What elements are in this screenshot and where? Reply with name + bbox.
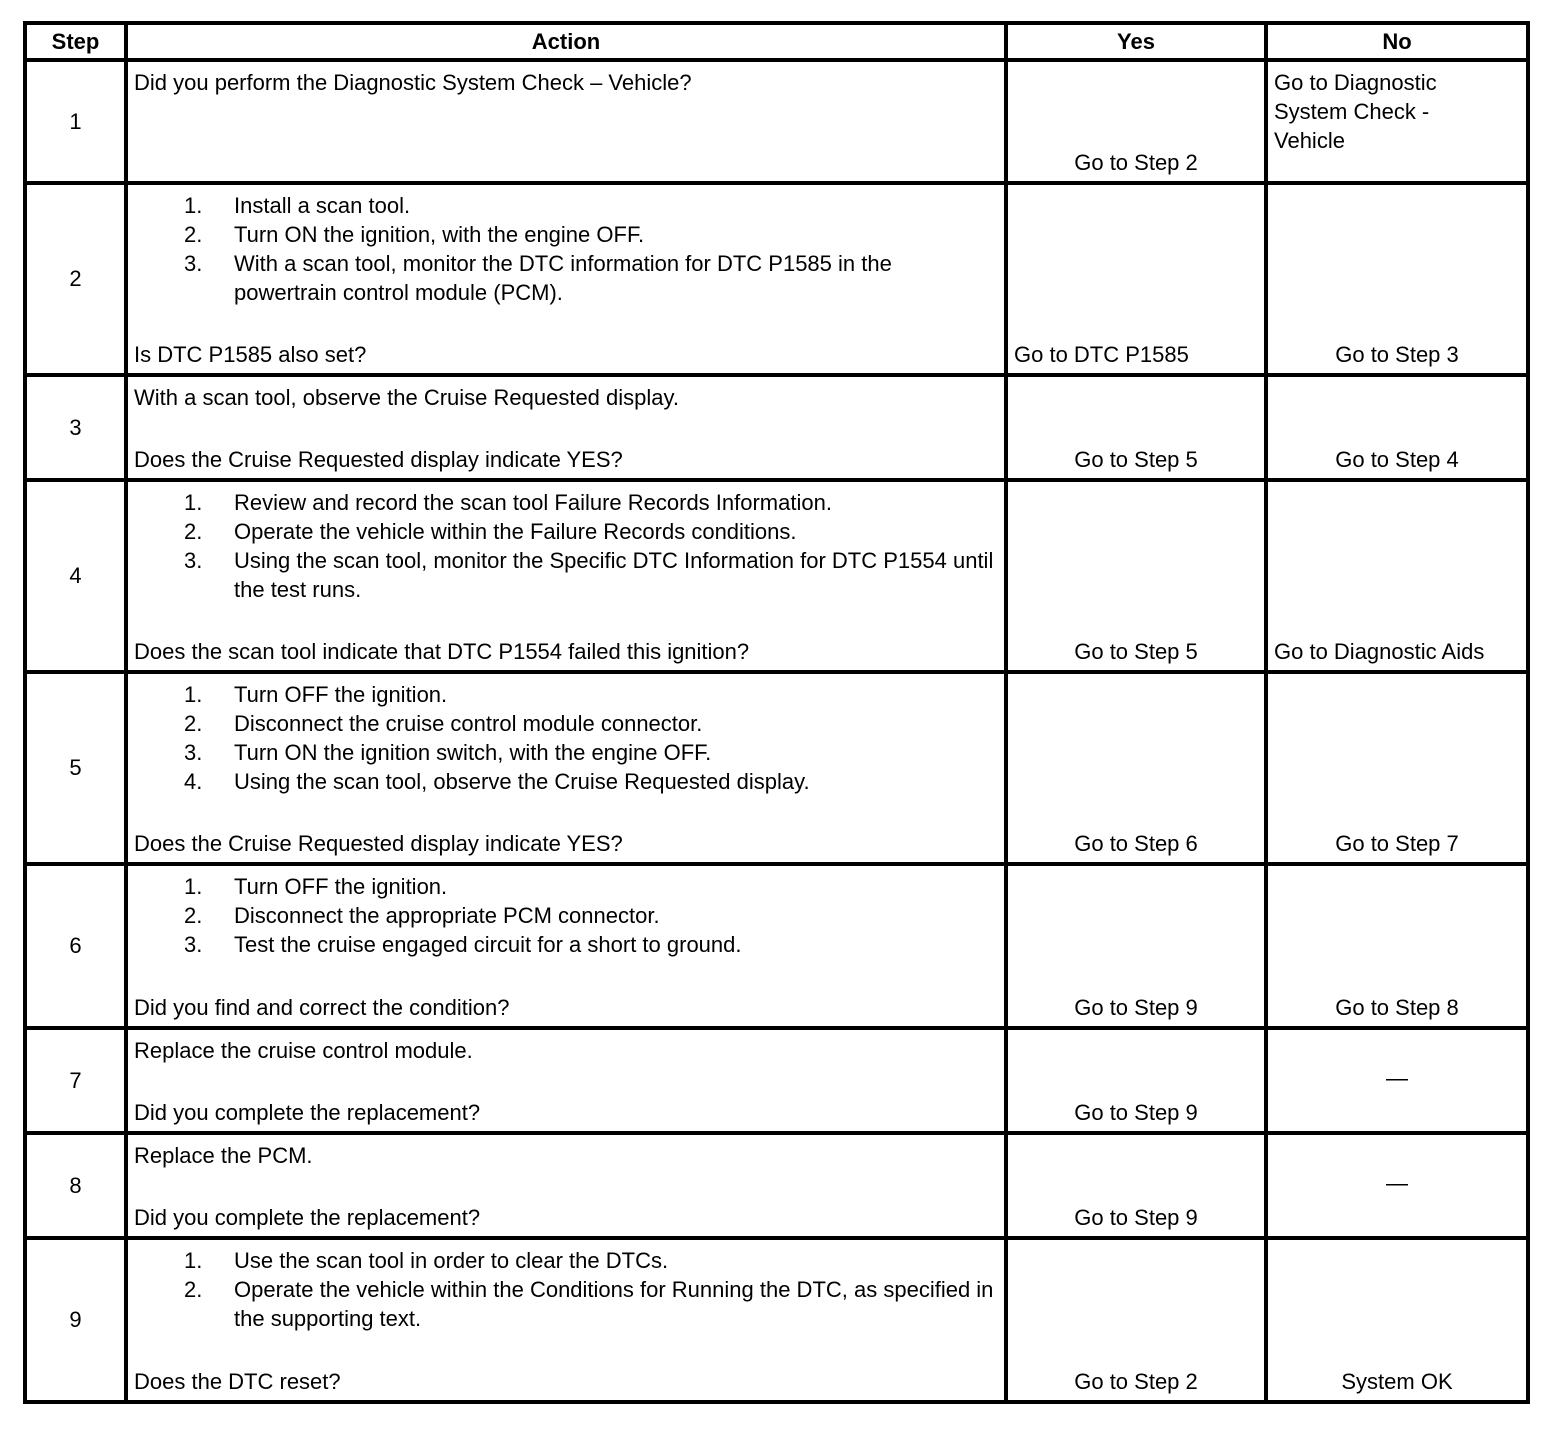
list-item: 1. Use the scan tool in order to clear the DTCs.: [184, 1248, 669, 1273]
no-result: Go to Step 4: [1335, 447, 1459, 472]
action-cell: [126, 672, 1006, 864]
no-cell: [1266, 1133, 1528, 1238]
table-row: [25, 60, 1528, 183]
yes-cell: [1006, 1028, 1266, 1133]
step-number: 3: [25, 375, 126, 480]
action-cell: [126, 375, 1006, 480]
table-row: [25, 672, 1528, 864]
yes-result: Go to Step 5: [1074, 639, 1198, 664]
action-cell: [126, 1133, 1006, 1238]
no-result: Go to Step 3: [1335, 342, 1459, 367]
no-result: System OK: [1341, 1369, 1453, 1394]
no-result: —: [1386, 1170, 1408, 1196]
yes-cell: [1006, 480, 1266, 672]
list-item: 3. Test the cruise engaged circuit for a short to ground.: [184, 932, 742, 957]
no-cell: [1266, 183, 1528, 375]
action-cell: [126, 60, 1006, 183]
yes-cell: [1006, 60, 1266, 183]
step-number: 7: [25, 1028, 126, 1133]
list-item: 1. Turn OFF the ignition.: [184, 874, 448, 899]
yes-cell: [1006, 1238, 1266, 1402]
table-row: [25, 1238, 1528, 1402]
list-item: 3. With a scan tool, monitor the DTC information for DTC P1585 in the powertrain control module (PCM).: [184, 251, 892, 305]
question-text: Is DTC P1585 also set?: [134, 342, 367, 367]
header-no: No: [1266, 23, 1528, 60]
question-text: Does the DTC reset?: [134, 1369, 341, 1394]
instruction-list: [134, 1246, 998, 1333]
table-row: [25, 864, 1528, 1028]
yes-result: Go to Step 6: [1074, 831, 1198, 856]
yes-result: Go to Step 2: [1074, 1369, 1198, 1394]
action-cell: [126, 1238, 1006, 1402]
yes-result: Go to Step 9: [1074, 1100, 1198, 1125]
action-cell: [126, 1028, 1006, 1133]
step-number: 4: [25, 480, 126, 672]
instruction-list: [134, 680, 998, 796]
table-row: [25, 1028, 1528, 1133]
diagnostic-table: [23, 21, 1530, 1404]
step-number: 1: [25, 60, 126, 183]
question-text: Does the Cruise Requested display indicate YES?: [134, 447, 623, 472]
action-text: Did you perform the Diagnostic System Check – Vehicle?: [134, 70, 692, 95]
yes-result: Go to Step 9: [1074, 1205, 1198, 1230]
list-item: 1. Turn OFF the ignition.: [184, 682, 448, 707]
no-cell: [1266, 1028, 1528, 1133]
question-text: Did you complete the replacement?: [134, 1205, 481, 1230]
action-text: Replace the PCM.: [134, 1143, 313, 1168]
list-item: 1. Install a scan tool.: [184, 193, 411, 218]
yes-result: Go to Step 9: [1074, 995, 1198, 1020]
no-cell: [1266, 480, 1528, 672]
instruction-list: [134, 872, 998, 959]
table-row: [25, 183, 1528, 375]
question-text: Did you find and correct the condition?: [134, 995, 510, 1020]
list-item: 4. Using the scan tool, observe the Cruise Requested display.: [184, 769, 810, 794]
question-text: Did you complete the replacement?: [134, 1100, 481, 1125]
table-row: [25, 1133, 1528, 1238]
list-item: 1. Review and record the scan tool Failure Records Information.: [184, 490, 832, 515]
step-number: 9: [25, 1238, 126, 1402]
table-row: [25, 375, 1528, 480]
no-cell: [1266, 1238, 1528, 1402]
list-item: 2. Disconnect the appropriate PCM connector.: [184, 903, 660, 928]
header-action: Action: [126, 23, 1006, 60]
no-cell: [1266, 672, 1528, 864]
step-number: 8: [25, 1133, 126, 1238]
action-cell: [126, 183, 1006, 375]
yes-result: Go to Step 2: [1074, 150, 1198, 175]
action-cell: [126, 864, 1006, 1028]
list-item: 2. Turn ON the ignition, with the engine OFF.: [184, 222, 645, 247]
no-result: —: [1386, 1065, 1408, 1091]
no-result: Go to Diagnostic Aids: [1274, 639, 1485, 664]
yes-cell: [1006, 864, 1266, 1028]
step-number: 2: [25, 183, 126, 375]
list-item: 2. Operate the vehicle within the Conditions for Running the DTC, as specified in the supporting text.: [184, 1277, 994, 1331]
yes-result: Go to DTC P1585: [1014, 342, 1189, 367]
instruction-list: [134, 488, 998, 604]
list-item: 2. Operate the vehicle within the Failure Records conditions.: [184, 519, 797, 544]
action-text: With a scan tool, observe the Cruise Requested display.: [134, 385, 679, 410]
header-row: [25, 23, 1528, 60]
step-number: 6: [25, 864, 126, 1028]
no-result: Go to Step 7: [1335, 831, 1459, 856]
no-cell: [1266, 375, 1528, 480]
no-result: Go to Step 8: [1335, 995, 1459, 1020]
action-cell: [126, 480, 1006, 672]
yes-cell: [1006, 1133, 1266, 1238]
step-number: 5: [25, 672, 126, 864]
header-step: Step: [25, 23, 126, 60]
question-text: Does the scan tool indicate that DTC P1554 failed this ignition?: [134, 639, 750, 664]
yes-cell: [1006, 375, 1266, 480]
table-row: [25, 480, 1528, 672]
list-item: 2. Disconnect the cruise control module connector.: [184, 711, 703, 736]
question-text: Does the Cruise Requested display indicate YES?: [134, 831, 623, 856]
list-item: 3. Using the scan tool, monitor the Specific DTC Information for DTC P1554 until the test runs.: [184, 548, 994, 602]
yes-cell: [1006, 183, 1266, 375]
list-item: 3. Turn ON the ignition switch, with the engine OFF.: [184, 740, 712, 765]
no-cell: [1266, 864, 1528, 1028]
action-text: Replace the cruise control module.: [134, 1038, 473, 1063]
yes-cell: [1006, 672, 1266, 864]
instruction-list: [134, 191, 998, 307]
no-result: Go to Diagnostic System Check - Vehicle: [1274, 70, 1437, 153]
yes-result: Go to Step 5: [1074, 447, 1198, 472]
no-cell: [1266, 60, 1528, 183]
header-yes: Yes: [1006, 23, 1266, 60]
